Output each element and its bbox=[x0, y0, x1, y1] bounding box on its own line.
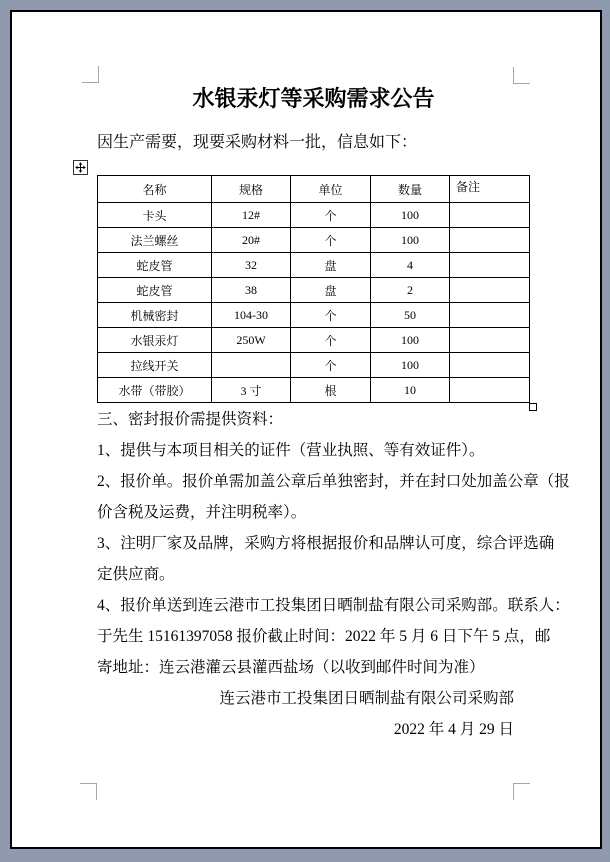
move-cross-icon bbox=[75, 162, 86, 173]
paragraph-item-4-line-1[interactable]: 4、报价单送到连云港市工投集团日晒制盐有限公司采购部。联系人： bbox=[97, 597, 570, 614]
cell-spec[interactable] bbox=[212, 353, 291, 378]
cell-unit[interactable]: 盘 bbox=[291, 253, 371, 278]
cell-name[interactable]: 水银汞灯 bbox=[98, 328, 212, 353]
signoff-company[interactable]: 连云港市工投集团日晒制盐有限公司采购部 bbox=[219, 690, 514, 707]
cell-spec[interactable]: 32 bbox=[212, 253, 291, 278]
cell-spec[interactable]: 20# bbox=[212, 228, 291, 253]
cell-name[interactable]: 机械密封 bbox=[98, 303, 212, 328]
cell-spec[interactable]: 12# bbox=[212, 203, 291, 228]
table-row bbox=[98, 278, 530, 303]
paragraph-item-2-line-1[interactable]: 2、报价单。报价单需加盖公章后单独密封，并在封口处加盖公章（报 bbox=[97, 473, 570, 490]
cell-name[interactable]: 蛇皮管 bbox=[98, 278, 212, 303]
cell-qty[interactable]: 100 bbox=[371, 328, 450, 353]
margin-mark-top-right-icon bbox=[513, 67, 530, 84]
cell-qty[interactable]: 10 bbox=[371, 378, 450, 403]
cell-unit[interactable]: 个 bbox=[291, 353, 371, 378]
cell-unit[interactable]: 盘 bbox=[291, 278, 371, 303]
header-remark[interactable]: 备注 bbox=[450, 176, 530, 203]
cell-spec[interactable]: 104-30 bbox=[212, 303, 291, 328]
intro-paragraph[interactable]: 因生产需要，现要采购材料一批，信息如下： bbox=[97, 134, 418, 151]
cell-remark[interactable] bbox=[450, 253, 530, 278]
cell-spec[interactable]: 38 bbox=[212, 278, 291, 303]
signoff-date[interactable]: 2022 年 4 月 29 日 bbox=[393, 721, 514, 738]
table-row bbox=[98, 228, 530, 253]
cell-remark[interactable] bbox=[450, 353, 530, 378]
table-row bbox=[98, 353, 530, 378]
procurement-table bbox=[97, 175, 530, 403]
cell-remark[interactable] bbox=[450, 203, 530, 228]
header-unit[interactable]: 单位 bbox=[291, 176, 371, 203]
margin-mark-bottom-right-icon bbox=[513, 783, 530, 800]
paragraph-item-1[interactable]: 1、提供与本项目相关的证件（营业执照、等有效证件）。 bbox=[97, 442, 485, 459]
margin-mark-top-left-icon bbox=[82, 66, 99, 83]
cell-spec[interactable]: 250W bbox=[212, 328, 291, 353]
cell-remark[interactable] bbox=[450, 328, 530, 353]
cell-qty[interactable]: 4 bbox=[371, 253, 450, 278]
paragraph-item-4-line-3[interactable]: 寄地址：连云港灌云县灌西盐场（以收到邮件时间为准） bbox=[97, 659, 485, 676]
table-row bbox=[98, 378, 530, 403]
margin-mark-bottom-left-icon bbox=[80, 783, 97, 800]
cell-qty[interactable]: 100 bbox=[371, 228, 450, 253]
table-header-row bbox=[98, 176, 530, 203]
paragraph-item-2-line-2[interactable]: 价含税及运费，并注明税率）。 bbox=[97, 504, 307, 521]
header-spec[interactable]: 规格 bbox=[212, 176, 291, 203]
cell-qty[interactable]: 50 bbox=[371, 303, 450, 328]
paragraph-item-3-line-1[interactable]: 3、注明厂家及品牌，采购方将根据报价和品牌认可度，综合评选确 bbox=[97, 535, 555, 552]
cell-unit[interactable]: 个 bbox=[291, 303, 371, 328]
table-row bbox=[98, 253, 530, 278]
document-page bbox=[10, 10, 602, 849]
cell-unit[interactable]: 个 bbox=[291, 203, 371, 228]
cell-spec[interactable]: 3 寸 bbox=[212, 378, 291, 403]
header-name[interactable]: 名称 bbox=[98, 176, 212, 203]
table-row bbox=[98, 303, 530, 328]
cell-remark[interactable] bbox=[450, 278, 530, 303]
cell-unit[interactable]: 个 bbox=[291, 228, 371, 253]
table-move-handle[interactable] bbox=[73, 160, 88, 175]
document-title[interactable]: 水银汞灯等采购需求公告 bbox=[192, 86, 435, 111]
cell-name[interactable]: 拉线开关 bbox=[98, 353, 212, 378]
paragraph-item-4-line-2[interactable]: 于先生 15161397058 报价截止时间：2022 年 5 月 6 日下午 5 点，邮 bbox=[97, 628, 551, 645]
cell-remark[interactable] bbox=[450, 303, 530, 328]
cell-remark[interactable] bbox=[450, 378, 530, 403]
cell-name[interactable]: 蛇皮管 bbox=[98, 253, 212, 278]
cell-unit[interactable]: 根 bbox=[291, 378, 371, 403]
table-row bbox=[98, 328, 530, 353]
cell-name[interactable]: 水带（带胶） bbox=[98, 378, 212, 403]
cell-qty[interactable]: 100 bbox=[371, 203, 450, 228]
header-qty[interactable]: 数量 bbox=[371, 176, 450, 203]
cell-qty[interactable]: 2 bbox=[371, 278, 450, 303]
body-text bbox=[97, 404, 570, 745]
cell-name[interactable]: 法兰螺丝 bbox=[98, 228, 212, 253]
paragraph-section-heading[interactable]: 三、密封报价需提供资料： bbox=[97, 411, 284, 428]
table-resize-handle[interactable] bbox=[529, 403, 537, 411]
cell-name[interactable]: 卡头 bbox=[98, 203, 212, 228]
paragraph-item-3-line-2[interactable]: 定供应商。 bbox=[97, 566, 175, 583]
cell-unit[interactable]: 个 bbox=[291, 328, 371, 353]
cell-remark[interactable] bbox=[450, 228, 530, 253]
table-row bbox=[98, 203, 530, 228]
cell-qty[interactable]: 100 bbox=[371, 353, 450, 378]
